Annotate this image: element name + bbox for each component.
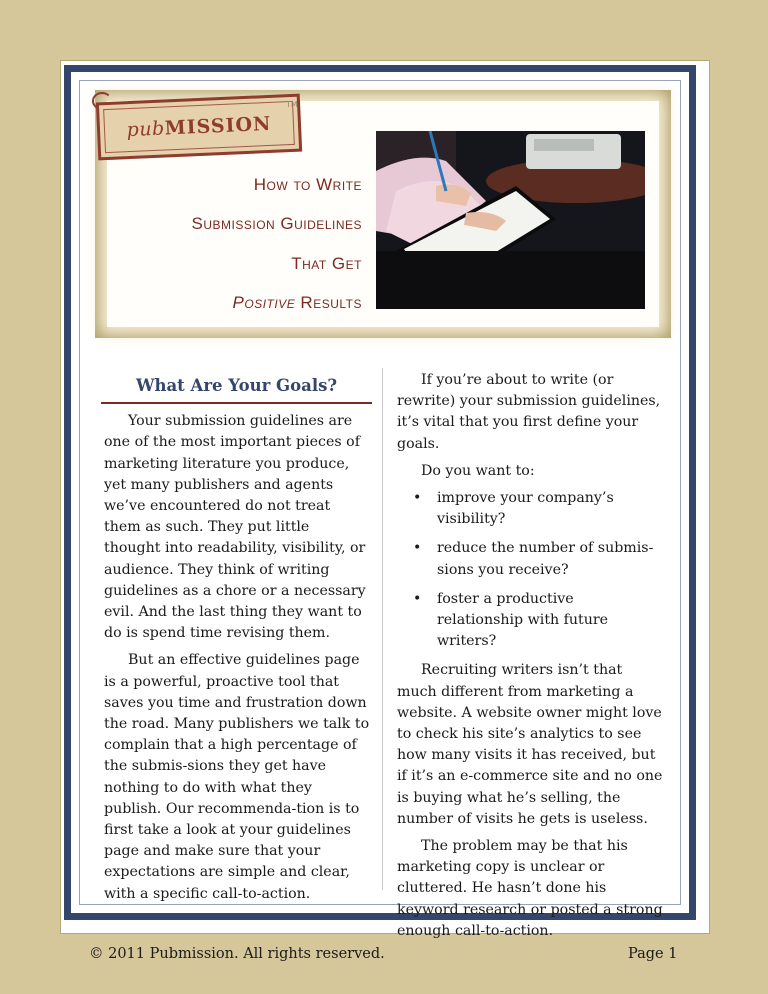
title-emphasis: Positive: [232, 293, 296, 312]
header-photo: [376, 131, 645, 309]
title-line-3: That Get: [291, 254, 362, 273]
list-item: • improve your company’s visibility?: [437, 488, 663, 530]
writing-photo-illustration: [376, 131, 645, 309]
right-column: [397, 370, 663, 948]
footer-page-number: Page 1: [628, 946, 678, 962]
title-line-2: Submission Guidelines: [191, 214, 362, 233]
left-column: [104, 375, 370, 911]
column-divider: [382, 368, 383, 890]
goals-list: [397, 488, 663, 652]
list-item: • foster a productive relationship with future writers?: [437, 589, 663, 653]
right-paragraph-3: Recruiting writers isn’t that much different from marketing a website. A website owner might love to check his site’s analytics to see how many visits it has received, but if it’s an e-commerce site and no one is buying what he’s selling, the number of visits he gets is useless.: [397, 662, 663, 827]
left-paragraph-1: Your submission guidelines are one of the most important pieces of marketing literature you produce, yet many publishers and agents we’ve encountered do not treat them as such. They put little thought into readability, visibility, or audience. They think of writing guidelines as a chore or a necessary evil. And the last thing they want to do is spend time revising them.: [104, 413, 366, 642]
logo-mission: MISSION: [164, 112, 272, 140]
right-paragraph-2: Do you want to:: [421, 462, 535, 479]
logo-pub: pub: [126, 117, 166, 142]
title-line-1: How to Write: [253, 175, 362, 194]
title-line-4: Positive Results: [232, 293, 362, 312]
left-paragraph-2: But an effective guidelines page is a powerful, proactive tool that saves you time and frustration down the road. Many publishers we talk to complain that a high percentage of the submis-sions they get have nothing to do with what they publish. Our recommenda-tion is to first take a look at your guidelines page and make sure that your expectations are simple and clear, with a specific call-to-action.: [104, 652, 370, 902]
section-heading: What Are Your Goals?: [101, 375, 372, 404]
footer-copyright: © 2011 Pubmission. All rights reserved.: [89, 946, 385, 962]
right-paragraph-4: The problem may be that his marketing copy is unclear or cluttered. He hasn’t done his keyword research or posted a strong enough call-to-action.: [397, 838, 663, 939]
pubmission-logo: [96, 94, 302, 161]
trademark-mark: TM: [286, 100, 298, 109]
list-item: • reduce the number of submis-sions you receive?: [437, 538, 663, 580]
right-paragraph-1: If you’re about to write (or rewrite) your submission guidelines, it’s vital that you first define your goals.: [397, 372, 661, 452]
